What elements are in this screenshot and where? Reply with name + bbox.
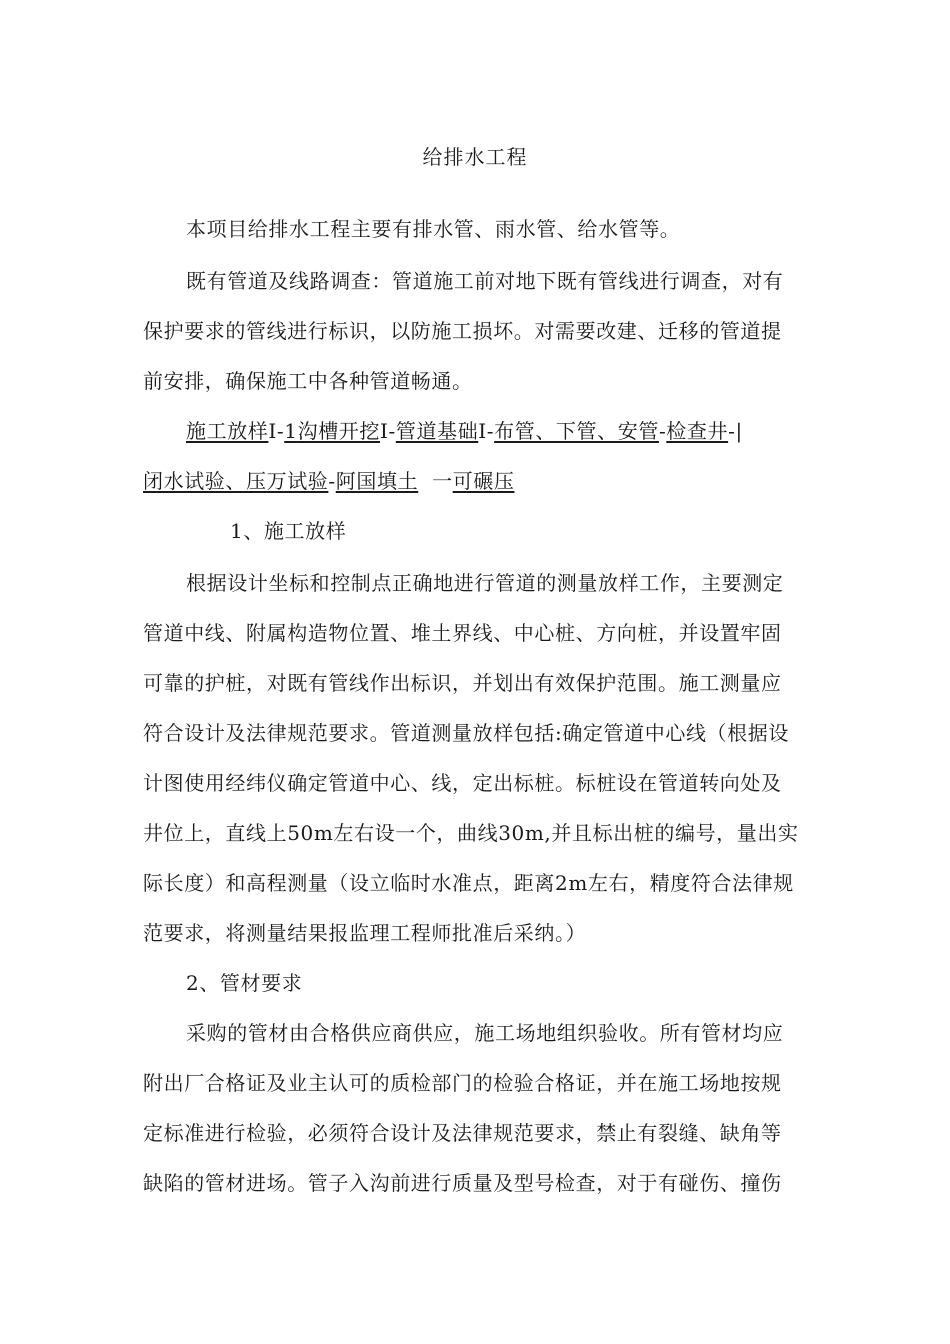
- flow-step: 布管、下管、安管: [494, 419, 659, 443]
- section1-line: 井位上，直线上50m左右设一个，曲线30m,并且标出桩的编号，量出实: [143, 821, 799, 845]
- flow-step: 施工放样: [186, 419, 269, 443]
- intro-paragraph: 本项目给排水工程主要有排水管、雨水管、给水管等。: [186, 217, 681, 241]
- section1-line: 计图使用经纬仪确定管道中心、线，定出标桩。标桩设在管道转向处及: [143, 771, 782, 795]
- section-heading: 2、管材要求: [186, 971, 303, 995]
- flow-step: 沟槽开挖: [297, 419, 380, 443]
- flow-separator: I-: [268, 419, 285, 443]
- section2-line: 附出厂合格证及业主认可的质检部门的检验合格证，并在施工场地按规: [143, 1071, 782, 1095]
- process-flow-line: [186, 416, 826, 446]
- flow-separator: I-: [380, 419, 396, 443]
- section2-line: 缺陷的管材进场。管子入沟前进行质量及型号检查，对于有碰伤、撞伤: [143, 1171, 782, 1195]
- flow-separator: I-: [478, 419, 495, 443]
- section1-line: 范要求，将测量结果报监理工程师批准后采纳。）: [143, 921, 587, 945]
- section2-line: 定标准进行检验，必须符合设计及法律规范要求，禁止有裂缝、缺角等: [143, 1121, 782, 1145]
- flow-step: 1: [284, 419, 298, 443]
- flow-separator: -|: [728, 419, 743, 443]
- section1-line: 根据设计坐标和控制点正确地进行管道的测量放样工作，主要测定: [186, 571, 784, 595]
- flow-step: 可碾压: [452, 469, 515, 493]
- survey-paragraph-line: 既有管道及线路调查：管道施工前对地下既有管线进行调查，对有: [186, 269, 784, 293]
- document-title: 给排水工程: [422, 145, 528, 169]
- section2-line: 采购的管材由合格供应商供应，施工场地组织验收。所有管材均应: [186, 1021, 784, 1045]
- flow-step: 阿国填土: [335, 469, 419, 493]
- process-flow-line: [143, 466, 823, 496]
- flow-separator: -: [658, 419, 667, 443]
- section-heading: 1、施工放样: [230, 519, 347, 543]
- flow-step: 管道基础: [395, 419, 479, 443]
- survey-paragraph-line: 保护要求的管线进行标识，以防施工损坏。对需要改建、迁移的管道提: [143, 319, 782, 343]
- flow-step: 检查井: [666, 419, 729, 443]
- section1-line: 可靠的护桩，对既有管线作出标识，并划出有效保护范围。施工测量应: [143, 671, 782, 695]
- section1-line: 际长度）和高程测量（设立临时水准点，距离2m左右，精度符合法律规: [143, 871, 794, 895]
- flow-separator: -: [328, 469, 336, 493]
- section1-line: 符合设计及法律规范要求。管道测量放样包括:确定管道中心线（根据设: [143, 721, 789, 745]
- flow-separator: 一: [418, 469, 453, 493]
- flow-step: 闭水试验、压万试验: [143, 469, 329, 493]
- section1-line: 管道中线、附属构造物位置、堆土界线、中心桩、方向桩，并设置牢固: [143, 621, 782, 645]
- survey-paragraph-line: 前安排，确保施工中各种管道畅通。: [143, 369, 473, 393]
